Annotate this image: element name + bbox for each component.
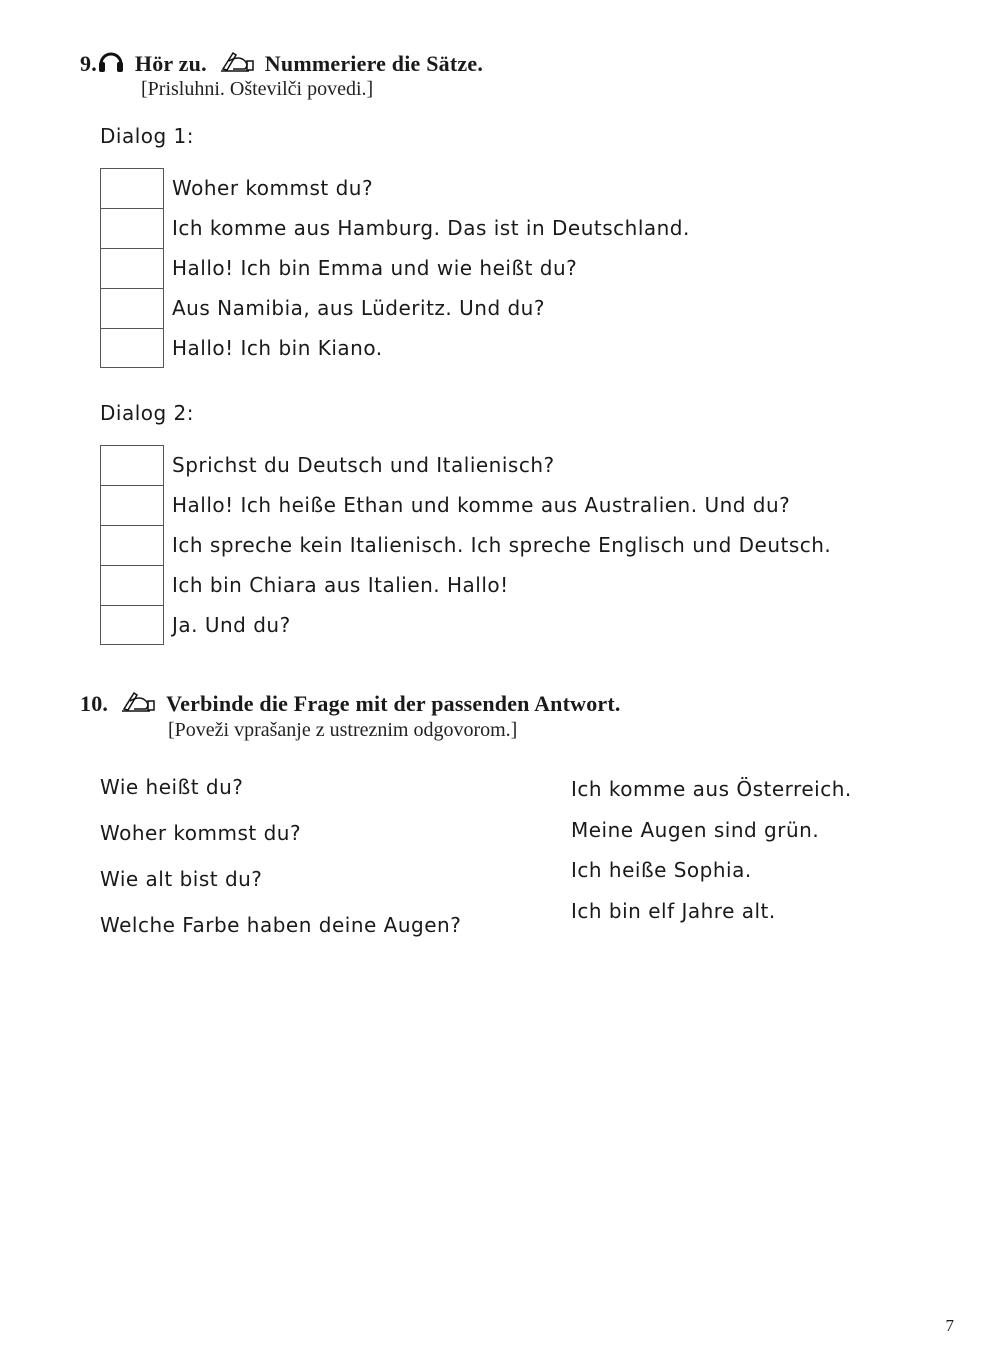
questions-column (100, 775, 461, 959)
number-box[interactable] (100, 288, 164, 328)
exercise-9-heading (80, 48, 483, 80)
dialog-1-label: Dialog 1: (100, 124, 195, 148)
exercise-10-instruction: Verbinde die Frage mit der passenden Antwort. (166, 691, 621, 716)
answer-item[interactable]: Ich bin elf Jahre alt. (571, 898, 776, 923)
page-number: 7 (945, 1316, 954, 1335)
exercise-9-number: 9. (80, 51, 97, 76)
list-item (100, 445, 831, 485)
dialog-line: Ich spreche kein Italienisch. Ich spreche Englisch und Deutsch. (172, 533, 832, 557)
number-box[interactable] (100, 208, 164, 248)
dialog-2-label: Dialog 2: (100, 401, 195, 425)
list-item (100, 328, 690, 368)
exercise-9-instruction-a: Hör zu. (134, 51, 207, 76)
dialog-1-list (100, 168, 690, 368)
number-box[interactable] (100, 605, 164, 645)
answers-column (571, 777, 852, 939)
dialog-line: Hallo! Ich heiße Ethan und komme aus Australien. Und du? (172, 493, 791, 517)
question-item[interactable]: Wie heißt du? (100, 775, 244, 799)
list-item (100, 605, 831, 645)
dialog-line: Woher kommst du? (172, 176, 374, 200)
writing-hand-icon (219, 49, 255, 79)
dialog-line: Sprichst du Deutsch und Italienisch? (172, 453, 555, 477)
list-item (100, 485, 831, 525)
question-item[interactable]: Woher kommst du? (100, 821, 302, 845)
exercise-10-heading (80, 689, 621, 719)
exercise-10-number: 10. (80, 691, 109, 716)
number-box[interactable] (100, 168, 164, 208)
dialog-2-list (100, 445, 831, 645)
number-box[interactable] (100, 565, 164, 605)
question-item[interactable]: Welche Farbe haben deine Augen? (100, 913, 462, 937)
number-box[interactable] (100, 328, 164, 368)
answer-item[interactable]: Meine Augen sind grün. (571, 817, 820, 842)
list-item (100, 248, 690, 288)
exercise-9-instruction-b: Nummeriere die Sätze. (264, 51, 484, 76)
question-item[interactable]: Wie alt bist du? (100, 867, 263, 891)
exercise-10-translation: [Poveži vprašanje z ustreznim odgovorom.] (168, 719, 518, 741)
dialog-line: Ich bin Chiara aus Italien. Hallo! (172, 573, 509, 597)
dialog-line: Hallo! Ich bin Emma und wie heißt du? (172, 256, 578, 280)
writing-hand-icon (120, 689, 156, 719)
list-item (100, 208, 690, 248)
exercise-9-translation: [Prisluhni. Oštevilči povedi.] (141, 78, 374, 100)
list-item (100, 288, 690, 328)
list-item (100, 525, 831, 565)
answer-item[interactable]: Ich heiße Sophia. (571, 858, 752, 882)
dialog-line: Hallo! Ich bin Kiano. (172, 336, 383, 360)
dialog-line: Ja. Und du? (172, 613, 291, 637)
number-box[interactable] (100, 248, 164, 288)
answer-item[interactable]: Ich komme aus Österreich. (571, 777, 852, 801)
headphones-icon (97, 48, 125, 80)
list-item (100, 168, 690, 208)
number-box[interactable] (100, 485, 164, 525)
dialog-line: Aus Namibia, aus Lüderitz. Und du? (172, 296, 545, 320)
number-box[interactable] (100, 445, 164, 485)
list-item (100, 565, 831, 605)
number-box[interactable] (100, 525, 164, 565)
dialog-line: Ich komme aus Hamburg. Das ist in Deutschland. (172, 216, 690, 240)
